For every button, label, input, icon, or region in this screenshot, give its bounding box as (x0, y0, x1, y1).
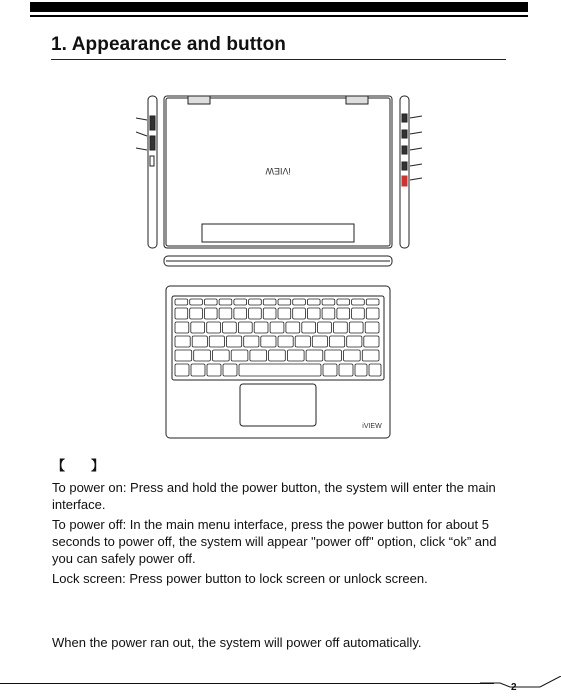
keyboard-key (244, 336, 259, 347)
keyboard-key (306, 350, 323, 361)
keyboard-key (352, 308, 365, 319)
keyboard-key (318, 322, 332, 333)
keyboard-key (250, 350, 267, 361)
close-bracket: 】 (91, 458, 105, 473)
keyboard-key (312, 336, 327, 347)
keyboard-key (204, 308, 217, 319)
lock-screen-text: Lock screen: Press power button to lock screen or unlock screen. (52, 571, 428, 586)
keyboard-keys (175, 299, 381, 376)
keyboard-key (219, 308, 232, 319)
keyboard-key (330, 336, 345, 347)
keyboard-key (231, 350, 248, 361)
keyboard-key (223, 322, 237, 333)
keyboard-key (213, 350, 230, 361)
keyboard-key (270, 322, 284, 333)
keyboard-key (307, 308, 320, 319)
keyboard-key (238, 322, 252, 333)
keyboard-key (175, 322, 189, 333)
section-heading: 1. Appearance and button (51, 34, 287, 55)
closed-front-view (164, 256, 392, 266)
lid-logo: iVIEW (265, 166, 291, 176)
page-number: 2 (511, 682, 517, 693)
keyboard-key (204, 299, 217, 305)
touchpad (240, 384, 316, 426)
keyboard-key (325, 350, 342, 361)
keyboard-key (175, 364, 189, 376)
header-band (30, 2, 528, 12)
keyboard-key (323, 364, 337, 376)
power-off-text: To power off: In the main menu interface, press the power button for about 5 seconds to power off, the system will appear "power off" option, click “ok” and you can safely power off. (52, 517, 497, 566)
device-illustration (136, 86, 426, 442)
note-brackets (52, 455, 104, 474)
keyboard-key (239, 364, 321, 376)
keyboard-key (334, 322, 348, 333)
keyboard-key (254, 322, 268, 333)
keyboard-key (362, 350, 379, 361)
keyboard-key (191, 322, 205, 333)
keyboard-key (366, 308, 379, 319)
keyboard-key (278, 299, 291, 305)
open-bracket: 【 (52, 458, 66, 473)
keyboard-view (166, 286, 390, 438)
keyboard-key (263, 299, 276, 305)
keyboard-key (293, 308, 306, 319)
keyboard-key (192, 336, 207, 347)
power-on-text: To power on: Press and hold the power button, the system will enter the main interface. (52, 480, 496, 512)
keyboard-key (369, 364, 381, 376)
keyboard-logo: iVIEW (362, 423, 382, 430)
keyboard-key (191, 364, 205, 376)
battery-text: When the power ran out, the system will power off automatically. (52, 635, 422, 650)
keyboard-key (261, 336, 276, 347)
keyboard-key (365, 322, 379, 333)
footer-tab (480, 676, 561, 688)
keyboard-key (293, 299, 306, 305)
keyboard-key (175, 299, 188, 305)
keyboard-key (269, 350, 286, 361)
keyboard-key (249, 308, 262, 319)
keyboard-key (364, 336, 379, 347)
keyboard-key (339, 364, 353, 376)
keyboard-key (366, 299, 379, 305)
keyboard-key (175, 308, 188, 319)
keyboard-key (175, 350, 192, 361)
keyboard-key (337, 308, 350, 319)
keyboard-key (190, 299, 203, 305)
keyboard-key (307, 299, 320, 305)
keyboard-key (337, 299, 350, 305)
keyboard-key (355, 364, 367, 376)
keyboard-key (278, 336, 293, 347)
keyboard-key (223, 364, 237, 376)
keyboard-key (286, 322, 300, 333)
keyboard-key (295, 336, 310, 347)
keyboard-key (190, 308, 203, 319)
keyboard-key (219, 299, 232, 305)
keyboard-key (322, 299, 335, 305)
keyboard-key (344, 350, 361, 361)
keyboard-key (175, 336, 190, 347)
left-side-view (136, 96, 157, 248)
keyboard-key (347, 336, 362, 347)
keyboard-key (352, 299, 365, 305)
keyboard-key (249, 299, 262, 305)
heading-underline (51, 59, 506, 60)
keyboard-key (263, 308, 276, 319)
keyboard-key (234, 299, 247, 305)
keyboard-key (207, 364, 221, 376)
keyboard-key (287, 350, 304, 361)
keyboard-key (278, 308, 291, 319)
keyboard-key (209, 336, 224, 347)
keyboard-key (322, 308, 335, 319)
keyboard-key (194, 350, 211, 361)
right-side-view (400, 96, 422, 248)
footer-rule (0, 683, 494, 684)
keyboard-key (227, 336, 242, 347)
keyboard-key (302, 322, 316, 333)
keyboard-key (234, 308, 247, 319)
header-rule (30, 15, 528, 17)
keyboard-key (349, 322, 363, 333)
keyboard-key (207, 322, 221, 333)
